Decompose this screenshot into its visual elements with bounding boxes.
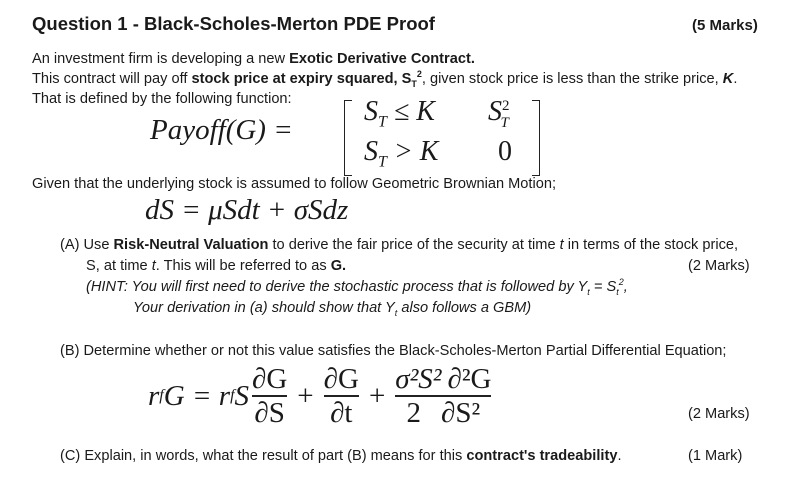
- bold-text: contract's tradeability: [466, 448, 618, 464]
- payoff-lhs: Payoff(G) =: [150, 114, 293, 146]
- text: = S: [589, 279, 617, 295]
- part-a-line-1: [60, 236, 738, 255]
- subscript: T: [500, 114, 509, 131]
- math-text: ≤ K: [386, 96, 435, 127]
- subscript: T: [411, 78, 417, 89]
- payoff-row-2-value: 0: [498, 136, 512, 167]
- subscript: t: [394, 307, 398, 318]
- text: ,: [623, 279, 628, 295]
- text: (HINT: You will first need to derive the stochastic process that is followed by Y: [86, 279, 588, 295]
- text: to derive the fair price of the security at time: [268, 237, 560, 253]
- math-text: G = r: [163, 379, 231, 412]
- text: also follows a GBM): [397, 300, 532, 316]
- time-symbol: t: [151, 258, 156, 274]
- gbm-intro: Given that the underlying stock is assumed to follow Geometric Brownian Motion;: [32, 176, 556, 192]
- fraction-dg-ds: [252, 364, 287, 428]
- intro-line-1: [32, 50, 475, 69]
- plus-sign: +: [368, 379, 386, 412]
- time-symbol: t: [559, 237, 564, 253]
- part-a-marks: (2 Marks): [688, 258, 750, 274]
- page-title: Question 1 - Black-Scholes-Merton PDE Proof: [32, 13, 435, 34]
- payoff-row-2-cond: [364, 136, 439, 171]
- right-bracket: [532, 100, 540, 176]
- text: (C) Explain, in words, what the result of part (B) means for this: [60, 448, 467, 464]
- strike-symbol: K: [722, 71, 734, 87]
- superscript: 2: [416, 69, 422, 80]
- denominator: 2: [406, 396, 422, 429]
- intro-text: An investment firm is developing a new: [32, 51, 290, 67]
- fraction-dg-dt: [324, 364, 359, 428]
- text: .: [617, 448, 622, 464]
- text: S, at time: [86, 258, 152, 274]
- text: in terms of the stock price,: [563, 237, 739, 253]
- part-b-marks: (2 Marks): [688, 406, 750, 422]
- math-text: S: [234, 379, 250, 412]
- intro-line-3: That is defined by the following function:: [32, 91, 292, 107]
- part-a-hint-2: [133, 299, 531, 318]
- numerator: ∂²G: [447, 362, 492, 395]
- intro-bold: Exotic Derivative Contract.: [289, 51, 475, 67]
- part-c-line: [60, 447, 622, 466]
- intro-text: , given stock price is less than the strike price,: [421, 71, 723, 87]
- text: Your derivation in (a) should show that Y: [133, 300, 395, 316]
- numerator: ∂G: [323, 362, 359, 395]
- text: (A) Use: [60, 237, 114, 253]
- left-bracket: [344, 100, 352, 176]
- fraction-sigma: [395, 364, 491, 428]
- intro-bold: stock price at expiry squared, S: [191, 71, 412, 87]
- intro-text: .: [733, 71, 738, 87]
- intro-text: This contract will pay off: [32, 71, 192, 87]
- math-text: > K: [386, 136, 439, 167]
- part-a-line-2: [86, 257, 346, 276]
- numerator: σ²S²: [395, 362, 442, 395]
- math-text: r: [148, 379, 160, 412]
- superscript: 2: [618, 277, 624, 288]
- part-b-line: (B) Determine whether or not this value satisfies the Black-Scholes-Merton Partial Differential Equation;: [60, 343, 727, 359]
- math-text: S: [488, 96, 502, 127]
- gbm-equation: dS = μSdt + σSdz: [145, 194, 349, 226]
- part-c-marks: (1 Mark): [688, 448, 743, 464]
- plus-sign: +: [297, 379, 314, 412]
- text: . This will be referred to as: [155, 258, 331, 274]
- payoff-row-1-value: [488, 96, 518, 131]
- intro-line-2: [32, 70, 737, 89]
- payoff-row-1-cond: [364, 96, 435, 131]
- superscript: 2: [502, 97, 510, 114]
- part-a-hint-1: [86, 278, 628, 297]
- math-text: S: [364, 136, 378, 167]
- math-text: S: [364, 96, 378, 127]
- subscript: t: [616, 286, 619, 297]
- bold-text: G.: [330, 258, 347, 274]
- bold-text: Risk-Neutral Valuation: [113, 237, 269, 253]
- subscript: T: [378, 153, 387, 171]
- total-marks: (5 Marks): [692, 17, 758, 34]
- subscript: T: [378, 113, 387, 131]
- bsm-equation: r f G = r f S $\frac{\partial G}{\partial S}$ + $\frac{\partial G}{\partial t}$ + σ²S² ∂²G 2 ∂S²: [148, 362, 492, 429]
- subscript: t: [587, 286, 590, 297]
- denominator: ∂S²: [441, 396, 481, 429]
- numerator: ∂G: [252, 362, 288, 395]
- denominator: ∂S: [254, 396, 285, 429]
- denominator: ∂t: [330, 396, 353, 429]
